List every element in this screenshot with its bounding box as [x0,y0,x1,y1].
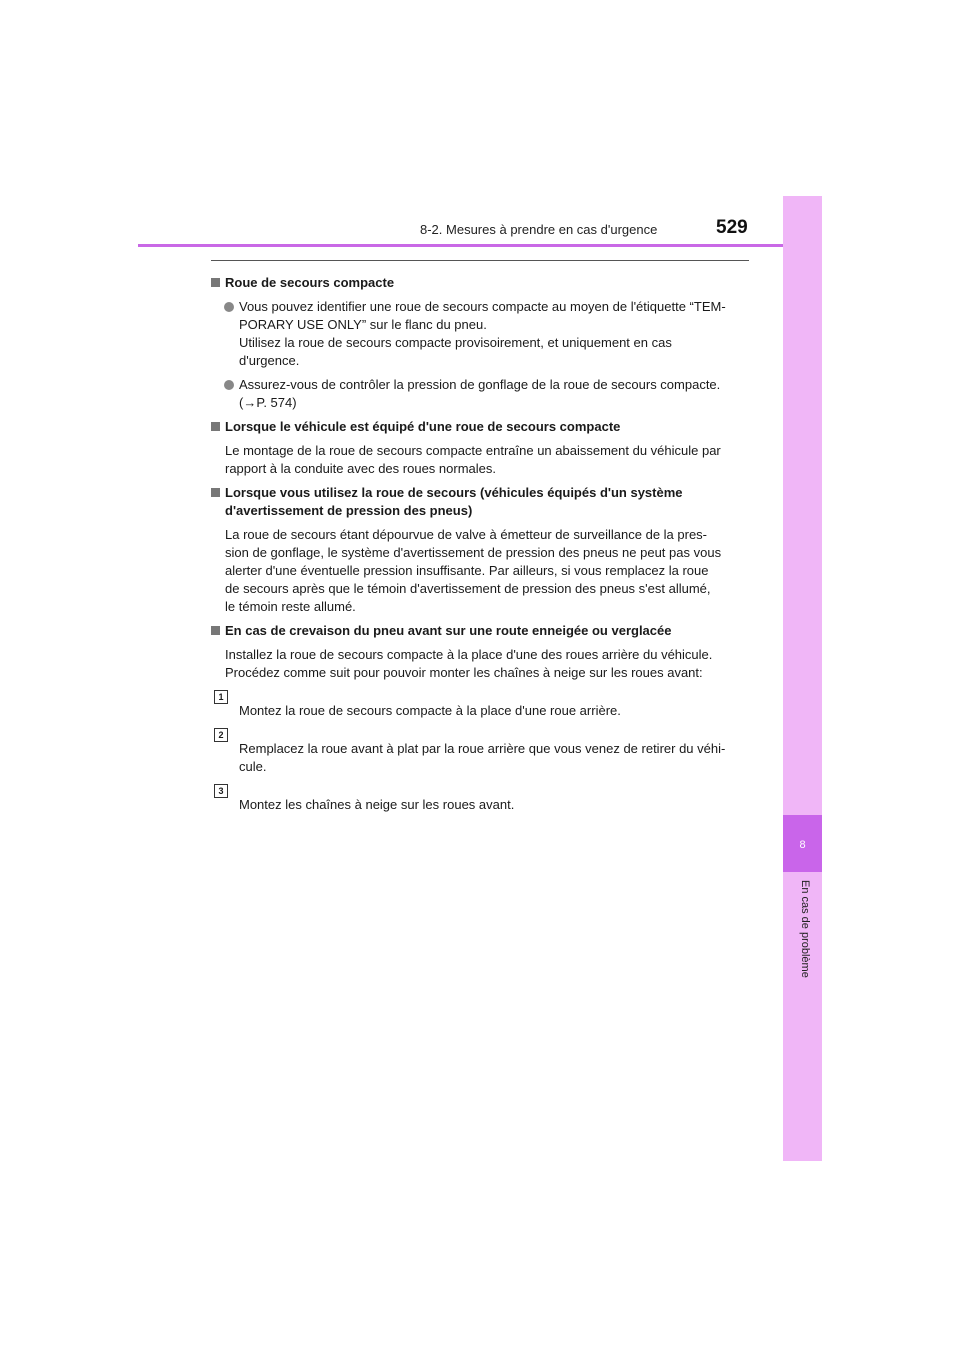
header-chapter-title: 8-2. Mesures à prendre en cas d'urgence [420,222,658,237]
side-tab-number-text: 8 [799,839,806,851]
heading-text: d'avertissement de pression des pneus) [225,503,473,518]
text-line: rapport à la conduite avec des roues normales. [225,461,496,476]
text-line: Installez la roue de secours compacte à la place d'une des roues arrière du véhicule. [225,647,713,662]
step-number-badge: 1 [214,690,228,704]
bullet-item [211,298,751,370]
square-bullet-icon [211,626,220,635]
square-bullet-icon [211,422,220,431]
step-item [211,692,751,720]
heading-text: Lorsque le véhicule est équipé d'une roue de secours compacte [225,419,621,434]
paragraph [211,442,751,478]
step-number-badge: 2 [214,728,228,742]
text-line: Vous pouvez identifier une roue de secours compacte au moyen de l'étiquette “TEM- [239,299,726,314]
side-tab-chapter-number [783,815,822,872]
section-rule [211,260,749,261]
paragraph [211,526,751,616]
heading-text: Roue de secours compacte [225,275,395,290]
text-line: de secours après que le témoin d'avertissement de pression des pneus s'est allumé, [225,581,711,596]
text-line: Montez la roue de secours compacte à la place d'une roue arrière. [239,703,621,718]
square-bullet-icon [211,278,220,287]
text-line: cule. [239,759,267,774]
text-line: alerter d'une éventuelle pression insuffisante. Par ailleurs, si vous remplacez la roue [225,563,709,578]
section-heading-compact-spare [211,274,751,292]
page-number: 529 [716,217,748,238]
text-line: d'urgence. [239,353,300,368]
section-heading-snow-ice [211,622,751,640]
text-line: Remplacez la roue avant à plat par la roue arrière que vous venez de retirer du véhi- [239,741,726,756]
header-rule [138,244,822,247]
step-item [211,786,751,814]
heading-text: Lorsque vous utilisez la roue de secours (véhicules équipés d'un système [225,485,683,500]
side-tab [783,196,822,1161]
text-line: Procédez comme suit pour pouvoir monter les chaînes à neige sur les roues avant: [225,665,703,680]
square-bullet-icon [211,488,220,497]
page-reference-link[interactable]: (→P. 574) [239,395,297,410]
text-line: Utilisez la roue de secours compacte provisoirement, et uniquement en cas [239,335,672,350]
step-number-badge: 3 [214,784,228,798]
text-line: sion de gonflage, le système d'avertissement de pression des pneus ne peut pas vous [225,545,722,560]
text-line: Le montage de la roue de secours compacte entraîne un abaissement du véhicule par [225,443,721,458]
section-heading-tpms [211,484,751,520]
text-line: La roue de secours étant dépourvue de valve à émetteur de surveillance de la pres- [225,527,708,542]
section-heading-vehicle-equipped [211,418,751,436]
text-line: PORARY USE ONLY” sur le flanc du pneu. [239,317,487,332]
side-tab-label: En cas de problème [799,880,811,978]
text-line: le témoin reste allumé. [225,599,356,614]
round-bullet-icon [224,302,234,312]
paragraph [211,646,751,682]
heading-text: En cas de crevaison du pneu avant sur une route enneigée ou verglacée [225,623,672,638]
step-item [211,730,751,776]
bullet-item [211,376,751,412]
page-content [211,268,751,814]
text-line: Montez les chaînes à neige sur les roues avant. [239,797,515,812]
round-bullet-icon [224,380,234,390]
text-line: Assurez-vous de contrôler la pression de gonflage de la roue de secours compacte. [239,377,721,392]
